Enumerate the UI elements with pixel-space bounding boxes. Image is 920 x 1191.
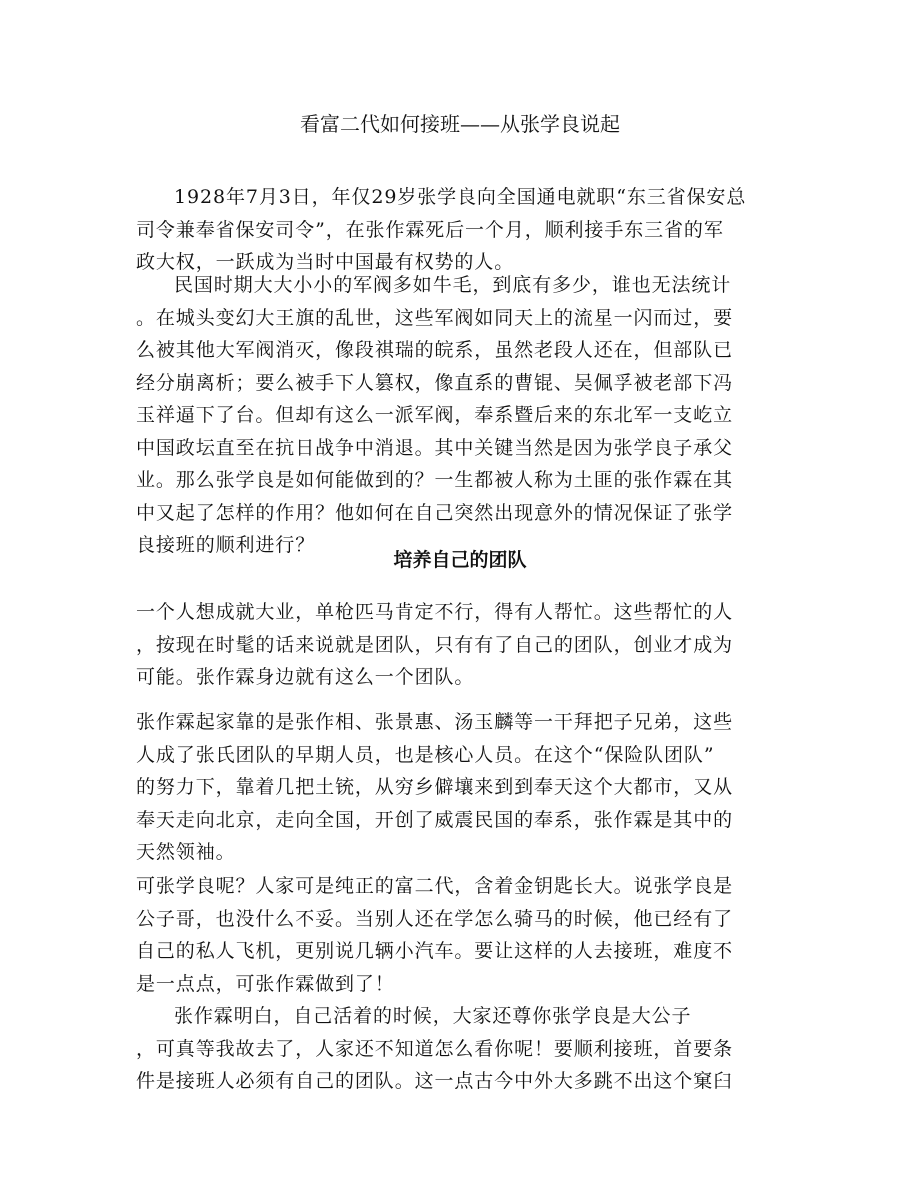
section-paragraph-3 bbox=[136, 870, 772, 1000]
text-line: 一个人想成就大业，单枪匹马肯定不行，得有人帮忙。这些帮忙的人 bbox=[136, 601, 734, 623]
text-line: ，可真等我故去了，人家还不知道怎么看你呢！要顺利接班，首要条 bbox=[136, 1037, 734, 1060]
text-line: 奉天走向北京，走向全国，开创了威震民国的奉系，张作霖是其中的 bbox=[136, 808, 734, 831]
text-line: 可张学良呢？人家可是纯正的富二代，含着金钥匙长大。说张学良是 bbox=[136, 875, 734, 897]
text-line: 司令兼奉省保安司令”，在张作霖死后一个月，顺利接手东三省的军 bbox=[136, 218, 724, 241]
text-line: 良接班的顺利进行？ bbox=[136, 534, 316, 556]
text-line: 是一点点，可张作霖做到了！ bbox=[136, 972, 395, 995]
section-paragraph-4 bbox=[136, 1000, 772, 1098]
intro-paragraph-2 bbox=[136, 269, 772, 562]
text-line: 中国政坛直至在抗日战争中消退。其中关键当然是因为张学良子承父 bbox=[136, 436, 734, 459]
text-line: 的努力下，靠着几把土铳，从穷乡僻壤来到到奉天这个大都市，又从 bbox=[136, 776, 734, 798]
text-line: 人成了张氏团队的早期人员，也是核心人员。在这个“保险队团队” bbox=[136, 743, 715, 766]
text-line: 自己的私人飞机，更别说几辆小汽车。要让这样的人去接班，难度不 bbox=[136, 940, 734, 962]
text-line: 张作霖起家靠的是张作相、张景惠、汤玉麟等一干拜把子兄弟，这些 bbox=[136, 711, 734, 733]
text-line: 1928年7月3日，年仅29岁张学良向全国通电就职“东三省保安总 bbox=[174, 186, 747, 208]
text-line: 张作霖明白，自己活着的时候，大家还尊你张学良是大公子 bbox=[174, 1005, 692, 1027]
text-line: 民国时期大大小小的军阀多如牛毛，到底有多少，谁也无法统计 bbox=[174, 274, 732, 296]
section-paragraph-2 bbox=[136, 706, 772, 869]
text-line: 天然领袖。 bbox=[136, 841, 236, 863]
text-line: 件是接班人必须有自己的团队。这一点古今中外大多跳不出这个窠臼 bbox=[136, 1070, 734, 1092]
text-line: 。在城头变幻大王旗的乱世，这些军阀如同天上的流星一闪而过，要 bbox=[136, 306, 734, 329]
text-line: 可能。张作霖身边就有这么一个团队。 bbox=[136, 666, 475, 688]
document-title: 看富二代如何接班——从张学良说起 bbox=[300, 112, 620, 136]
text-line: 中又起了怎样的作用？他如何在自己突然出现意外的情况保证了张学 bbox=[136, 501, 734, 524]
text-line: ，按现在时髦的话来说就是团队，只有有了自己的团队，创业才成为 bbox=[136, 633, 734, 656]
text-line: 政大权，一跃成为当时中国最有权势的人。 bbox=[136, 251, 515, 273]
intro-paragraph-1 bbox=[136, 181, 772, 279]
section-paragraph-1 bbox=[136, 596, 772, 694]
text-line: 经分崩离析；要么被手下人篡权，像直系的曹锟、吴佩孚被老部下冯 bbox=[136, 371, 734, 394]
section-heading: 培养自己的团队 bbox=[393, 549, 527, 571]
text-line: 玉祥逼下了台。但却有这么一派军阀，奉系暨后来的东北军一支屹立 bbox=[136, 404, 734, 426]
text-line: 公子哥，也没什么不妥。当别人还在学怎么骑马的时候，他已经有了 bbox=[136, 907, 734, 930]
text-line: 么被其他大军阀消灭，像段祺瑞的皖系，虽然老段人还在，但部队已 bbox=[136, 339, 734, 361]
text-line: 业。那么张学良是如何能做到的？一生都被人称为土匪的张作霖在其 bbox=[136, 469, 734, 491]
